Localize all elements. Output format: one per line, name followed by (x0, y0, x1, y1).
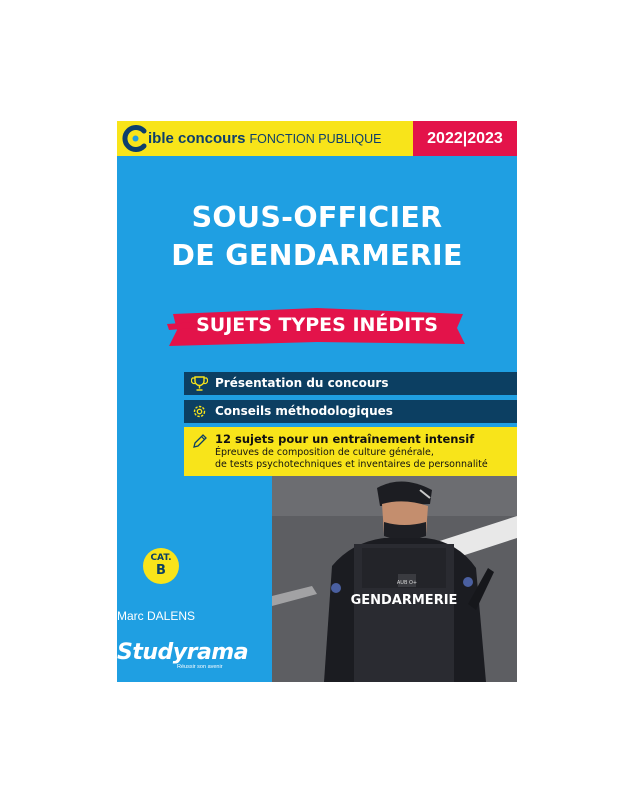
category-prefix: CAT. (150, 553, 172, 563)
author-name: Marc DALENS (117, 609, 196, 623)
year-badge (413, 121, 517, 156)
subtitle-ribbon (167, 304, 467, 348)
series-brand (148, 121, 382, 156)
highlight-heading: 12 sujets pour un entraînement intensif (215, 432, 475, 446)
publisher-name: Studyrama (117, 640, 249, 665)
highlight-box (184, 427, 517, 476)
series-banner (117, 121, 517, 156)
highlight-desc-2: de tests psychotechniques et inventaires de personnalité (215, 459, 488, 470)
category-badge (143, 548, 179, 584)
gendarme-photo (272, 476, 517, 682)
feature-label: Présentation du concours (215, 376, 389, 390)
cible-logo-icon (122, 125, 149, 152)
feature-item-presentation (184, 372, 517, 395)
feature-label: Conseils méthodologiques (215, 404, 393, 418)
brand-name: ible concours (148, 130, 246, 147)
category-value: B (156, 563, 166, 578)
gear-icon (191, 403, 208, 420)
title-line-2: DE GENDARMERIE (171, 239, 463, 272)
publisher-logo (117, 640, 249, 672)
book-cover (117, 121, 517, 682)
subtitle-text: SUJETS TYPES INÉDITS (196, 314, 438, 336)
feature-item-conseils (184, 400, 517, 423)
pencil-icon (192, 433, 208, 449)
vest-text: GENDARMERIE (350, 593, 458, 608)
brand-collection: FONCTION PUBLIQUE (249, 132, 382, 146)
highlight-desc-1: Épreuves de composition de culture générale, (215, 447, 434, 458)
vest-patch-text: AUB O+ (396, 580, 418, 586)
publisher-tagline: Réussir son avenir (177, 664, 223, 670)
year-label: 2022|2023 (427, 130, 503, 147)
trophy-icon (191, 375, 208, 392)
title-line-1: SOUS-OFFICIER (191, 201, 443, 234)
